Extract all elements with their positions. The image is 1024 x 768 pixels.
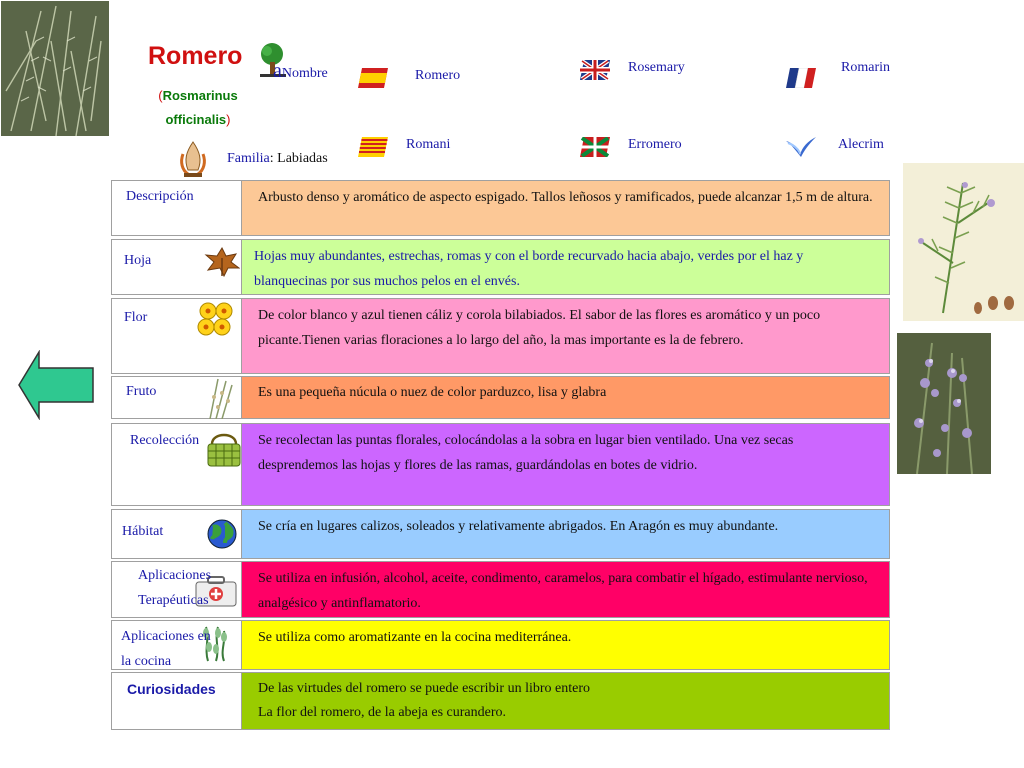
rosemary-plant-photo: [1, 1, 109, 136]
name-portuguese: Alecrim: [838, 137, 884, 152]
row-recoleccion: [111, 423, 890, 506]
row-text: Se utiliza como aromatizante en la cocina mediterránea.: [242, 621, 889, 669]
row-habitat: [111, 509, 890, 559]
row-aplicaciones-terapeuticas: [111, 561, 890, 618]
scientific-name-species: officinalis: [165, 112, 227, 127]
name-catalan: Romani: [406, 137, 451, 152]
nombre-label: aNombre: [273, 60, 328, 82]
row-text: Es una pequeña núcula o nuez de color parduzco, lisa y glabra: [242, 377, 889, 418]
row-label-cell: [112, 562, 242, 617]
row-label-cell: [112, 424, 242, 505]
back-arrow-icon[interactable]: [17, 350, 95, 420]
row-label: Hoja: [124, 253, 152, 268]
row-label-line-1: Aplicaciones: [138, 568, 212, 583]
row-fruto: [111, 376, 890, 419]
uk-flag-icon: [580, 60, 610, 80]
basque-flag-icon: [580, 137, 610, 157]
row-text: Se cría en lugares calizos, soleados y relativamente abrigados. En Aragón es muy abundante.: [242, 510, 889, 558]
row-label-line-2: la cocina: [121, 654, 172, 669]
nombre-label-text: Nombre: [281, 66, 328, 81]
family-icon: [178, 140, 208, 178]
row-label-line-1: Aplicaciones en: [121, 629, 211, 644]
row-label-line-2: Terapéuticas: [138, 593, 209, 608]
row-text: Arbusto denso y aromático de aspecto espigado. Tallos leñosos y ramificados, puede alcanzar 1,5 m de altura.: [242, 181, 889, 235]
rosemary-flowers-photo: [897, 333, 991, 474]
row-label-cell: [112, 299, 242, 373]
fruit-sprig-icon: [202, 377, 238, 424]
row-text-block: [242, 673, 889, 729]
family-label: Familia: [227, 151, 270, 166]
row-label-cell: [112, 673, 242, 729]
row-aplicaciones-cocina: [111, 620, 890, 670]
row-label: Descripción: [126, 189, 194, 204]
row-curiosidades: [111, 672, 890, 730]
scientific-name-genus: Rosmarinus: [162, 88, 238, 103]
row-text: Hojas muy abundantes, estrechas, romas y con el borde recurvado hacia abajo, verdes por el haz y blanquecinas por sus muchos pelos en el envés.: [242, 240, 889, 294]
name-english: Rosemary: [628, 60, 685, 75]
row-label-cell: [112, 621, 242, 669]
curiosidad-line-1: De las virtudes del romero se puede escribir un libro entero: [258, 681, 591, 696]
curiosidad-line-2: La flor del romero, de la abeja es curandero.: [258, 705, 506, 720]
row-label-cell: [112, 181, 242, 235]
row-label: Curiosidades: [127, 681, 216, 697]
row-label: Fruto: [126, 384, 157, 399]
family-value: : Labiadas: [269, 151, 328, 166]
scientific-name: [150, 84, 246, 132]
row-text: De color blanco y azul tienen cáliz y corola bilabiados. El sabor de las flores es aromático y un poco picante.Tienen varias floraciones a lo largo del año, la mas importante es la de febrero.: [242, 299, 889, 373]
spain-flag-icon: [358, 68, 388, 88]
row-label-cell: [112, 510, 242, 558]
row-label-cell: [112, 240, 242, 294]
name-french: Romarin: [841, 60, 890, 75]
row-label: Flor: [124, 310, 148, 325]
basket-icon: [206, 430, 242, 473]
row-label: Hábitat: [122, 524, 164, 539]
france-flag-icon: [786, 68, 816, 88]
portugal-flag-icon: [786, 137, 816, 157]
row-text: Se recolectan las puntas florales, colocándolas a la sobra en lugar bien ventilado. Una vez secas desprendemos las hojas y flores de las ramas, guardándolas en botes de vidrio.: [242, 424, 889, 505]
flower-icon: [196, 301, 236, 344]
rosemary-botanical-illustration: [903, 163, 1024, 321]
leaf-icon: [204, 246, 240, 283]
scientific-open-paren: (: [158, 88, 163, 103]
name-basque: Erromero: [628, 137, 682, 152]
row-flor: [111, 298, 890, 374]
name-spanish: Romero: [415, 68, 461, 83]
scientific-close-paren: ): [226, 112, 231, 127]
family-line: [227, 151, 328, 167]
globe-icon: [207, 519, 237, 554]
page-title: Romero: [148, 42, 243, 70]
row-hoja: [111, 239, 890, 295]
row-descripcion: [111, 180, 890, 236]
catalonia-flag-icon: [358, 137, 388, 157]
row-text: Se utiliza en infusión, alcohol, aceite, condimento, caramelos, para combatir el hígado, estimulante nervioso, analgésico y antinflamatorio.: [242, 562, 889, 617]
row-label-cell: [112, 377, 242, 418]
row-label: Recolección: [130, 433, 200, 448]
